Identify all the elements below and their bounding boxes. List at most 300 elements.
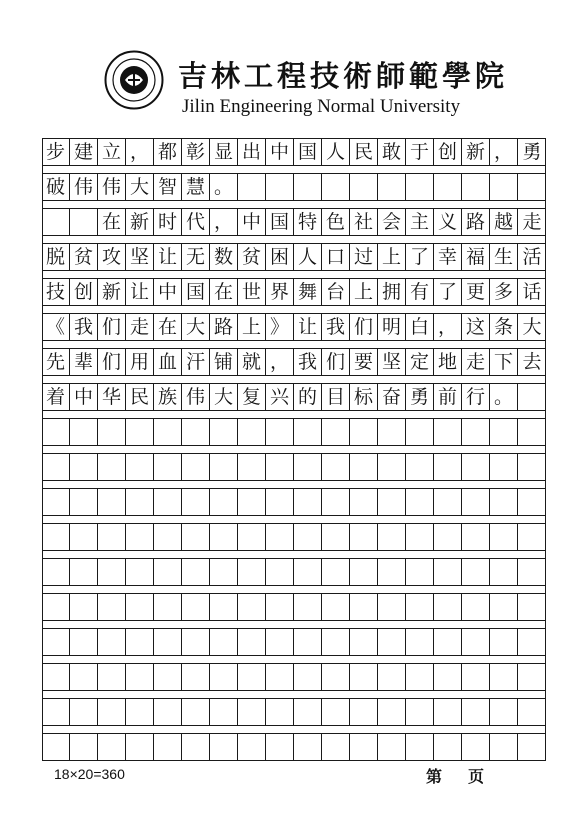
grid-cell bbox=[434, 699, 462, 725]
grid-row bbox=[42, 733, 546, 761]
grid-cell: 中 bbox=[238, 209, 266, 235]
grid-cell bbox=[210, 489, 238, 515]
grid-cell bbox=[238, 454, 266, 480]
grid-cell: 中 bbox=[70, 384, 98, 410]
grid-cell bbox=[462, 524, 490, 550]
grid-cell bbox=[210, 419, 238, 445]
grid-cell: 标 bbox=[350, 384, 378, 410]
grid-cell bbox=[126, 489, 154, 515]
grid-cell: 中 bbox=[154, 279, 182, 305]
grid-cell: 行 bbox=[462, 384, 490, 410]
grid-cell bbox=[182, 559, 210, 585]
grid-cell bbox=[126, 699, 154, 725]
grid-cell: 贫 bbox=[70, 244, 98, 270]
grid-row bbox=[42, 348, 546, 376]
grid-cell bbox=[378, 524, 406, 550]
grid-cell: 勇 bbox=[522, 140, 542, 163]
grid-cell: 去 bbox=[522, 350, 542, 373]
grid-cell bbox=[182, 664, 210, 690]
grid-cell: 华 bbox=[98, 384, 126, 410]
grid-cell bbox=[294, 594, 322, 620]
grid-cell: 《 bbox=[42, 314, 70, 340]
grid-cell bbox=[406, 734, 434, 760]
grid-cell bbox=[42, 419, 70, 445]
grid-cell: ， bbox=[210, 209, 238, 235]
grid-cell bbox=[210, 524, 238, 550]
grid-cell: 人 bbox=[322, 139, 350, 165]
grid-cell: 福 bbox=[462, 244, 490, 270]
grid-cell: 慧 bbox=[182, 174, 210, 200]
grid-cell bbox=[434, 524, 462, 550]
grid-cell bbox=[518, 419, 546, 445]
grid-cell bbox=[210, 559, 238, 585]
grid-cell bbox=[406, 489, 434, 515]
grid-row bbox=[42, 663, 546, 691]
grid-cell: 坚 bbox=[126, 244, 154, 270]
grid-cell: 们 bbox=[98, 314, 126, 340]
grid-cell: 兴 bbox=[266, 384, 294, 410]
grid-cell: 让 bbox=[154, 244, 182, 270]
grid-cell bbox=[98, 664, 126, 690]
grid-cell: 勇 bbox=[406, 384, 434, 410]
grid-row bbox=[42, 418, 546, 446]
grid-cell: 在 bbox=[210, 279, 238, 305]
grid-cell: 越 bbox=[490, 209, 518, 235]
grid-cell: 时 bbox=[154, 209, 182, 235]
grid-cell bbox=[490, 559, 518, 585]
grid-cell bbox=[294, 664, 322, 690]
grid-cell bbox=[490, 594, 518, 620]
grid-cell bbox=[462, 699, 490, 725]
grid-cell bbox=[518, 559, 546, 585]
grid-cell: 地 bbox=[434, 349, 462, 375]
grid-cell bbox=[322, 664, 350, 690]
grid-cell bbox=[70, 734, 98, 760]
grid-cell bbox=[434, 559, 462, 585]
grid-cell bbox=[42, 524, 70, 550]
grid-cell bbox=[406, 629, 434, 655]
grid-cell: 大 bbox=[522, 315, 542, 338]
grid-cell bbox=[378, 174, 406, 200]
grid-cell bbox=[518, 454, 546, 480]
grid-cell bbox=[154, 559, 182, 585]
grid-cell: 们 bbox=[322, 349, 350, 375]
grid-cell bbox=[490, 489, 518, 515]
page-label-right: 页 bbox=[468, 767, 485, 786]
writing-grid bbox=[42, 138, 546, 761]
grid-cell bbox=[98, 419, 126, 445]
grid-cell bbox=[126, 594, 154, 620]
grid-cell bbox=[406, 174, 434, 200]
grid-cell bbox=[294, 629, 322, 655]
grid-cell: 血 bbox=[154, 349, 182, 375]
grid-cell: 我 bbox=[294, 349, 322, 375]
grid-row bbox=[42, 558, 546, 586]
grid-cell: ， bbox=[126, 139, 154, 165]
grid-cell bbox=[98, 699, 126, 725]
grid-cell bbox=[182, 524, 210, 550]
grid-cell bbox=[210, 664, 238, 690]
school-name-en: Jilin Engineering Normal University bbox=[182, 96, 461, 117]
grid-cell bbox=[154, 454, 182, 480]
grid-cell: 脱 bbox=[42, 244, 70, 270]
university-seal-icon bbox=[104, 50, 164, 110]
grid-cell bbox=[350, 489, 378, 515]
grid-cell bbox=[210, 454, 238, 480]
grid-cell bbox=[266, 559, 294, 585]
grid-cell bbox=[70, 524, 98, 550]
grid-row bbox=[42, 453, 546, 481]
grid-cell: 们 bbox=[350, 314, 378, 340]
grid-cell: 技 bbox=[42, 279, 70, 305]
grid-cell: 拥 bbox=[378, 279, 406, 305]
grid-cell: 人 bbox=[294, 244, 322, 270]
grid-cell: 台 bbox=[322, 279, 350, 305]
grid-cell bbox=[98, 594, 126, 620]
grid-cell bbox=[126, 664, 154, 690]
grid-cell: 创 bbox=[70, 279, 98, 305]
grid-cell bbox=[294, 559, 322, 585]
grid-cell: 》 bbox=[266, 314, 294, 340]
grid-cell: 出 bbox=[238, 139, 266, 165]
grid-cell: 代 bbox=[182, 209, 210, 235]
grid-cell: 无 bbox=[182, 244, 210, 270]
grid-cell bbox=[462, 454, 490, 480]
grid-cell: 国 bbox=[182, 279, 210, 305]
grid-cell: 上 bbox=[350, 279, 378, 305]
grid-cell bbox=[238, 419, 266, 445]
grid-cell bbox=[42, 559, 70, 585]
grid-cell bbox=[294, 524, 322, 550]
grid-cell: 大 bbox=[210, 384, 238, 410]
grid-cell bbox=[378, 629, 406, 655]
grid-cell bbox=[322, 629, 350, 655]
grid-cell: 条 bbox=[490, 314, 518, 340]
grid-cell: 伟 bbox=[98, 174, 126, 200]
grid-cell bbox=[462, 734, 490, 760]
grid-cell: 有 bbox=[406, 279, 434, 305]
grid-cell: 要 bbox=[350, 349, 378, 375]
grid-cell bbox=[42, 489, 70, 515]
grid-cell: 上 bbox=[378, 244, 406, 270]
grid-cell bbox=[210, 699, 238, 725]
grid-cell bbox=[350, 419, 378, 445]
grid-cell: ， bbox=[266, 349, 294, 375]
grid-cell bbox=[154, 699, 182, 725]
grid-cell bbox=[434, 174, 462, 200]
grid-cell: 让 bbox=[294, 314, 322, 340]
grid-cell: 彰 bbox=[182, 139, 210, 165]
grid-cell: 在 bbox=[154, 314, 182, 340]
grid-cell: 在 bbox=[98, 209, 126, 235]
grid-cell: 国 bbox=[294, 139, 322, 165]
grid-cell: 走 bbox=[462, 349, 490, 375]
grid-cell bbox=[42, 699, 70, 725]
grid-cell bbox=[42, 734, 70, 760]
grid-cell bbox=[518, 699, 546, 725]
grid-cell bbox=[490, 699, 518, 725]
grid-cell bbox=[518, 594, 546, 620]
grid-cell bbox=[378, 454, 406, 480]
grid-cell bbox=[322, 174, 350, 200]
grid-cell: 多 bbox=[490, 279, 518, 305]
grid-cell: 创 bbox=[434, 139, 462, 165]
grid-cell: 更 bbox=[462, 279, 490, 305]
grid-cell bbox=[182, 734, 210, 760]
grid-cell bbox=[518, 174, 546, 200]
grid-cell: 特 bbox=[294, 209, 322, 235]
grid-cell: 中 bbox=[266, 139, 294, 165]
grid-cell: 路 bbox=[210, 314, 238, 340]
grid-row bbox=[42, 173, 546, 201]
grid-cell: 活 bbox=[522, 245, 542, 268]
grid-cell: 敢 bbox=[378, 139, 406, 165]
grid-cell: ， bbox=[490, 139, 518, 165]
grid-cell bbox=[462, 174, 490, 200]
grid-cell: 新 bbox=[98, 279, 126, 305]
grid-cell: 舞 bbox=[294, 279, 322, 305]
grid-cell: 话 bbox=[522, 280, 542, 303]
grid-cell bbox=[126, 419, 154, 445]
grid-cell bbox=[350, 664, 378, 690]
grid-cell: 新 bbox=[462, 139, 490, 165]
grid-cell bbox=[126, 734, 154, 760]
grid-cell: 。 bbox=[210, 174, 238, 200]
grid-cell: 大 bbox=[126, 174, 154, 200]
grid-row bbox=[42, 488, 546, 516]
grid-cell bbox=[126, 454, 154, 480]
grid-cell: 口 bbox=[322, 244, 350, 270]
grid-cell bbox=[350, 734, 378, 760]
grid-cell bbox=[378, 699, 406, 725]
grid-cell bbox=[490, 454, 518, 480]
grid-cell: 伟 bbox=[70, 174, 98, 200]
school-name-cn: 吉林工程技術師範學院 bbox=[178, 59, 509, 93]
grid-cell: 白 bbox=[406, 314, 434, 340]
grid-cell bbox=[238, 559, 266, 585]
grid-cell bbox=[518, 384, 546, 410]
grid-cell bbox=[322, 489, 350, 515]
grid-cell bbox=[406, 664, 434, 690]
grid-cell bbox=[490, 524, 518, 550]
grid-cell bbox=[266, 629, 294, 655]
grid-cell: 攻 bbox=[98, 244, 126, 270]
grid-cell: 幸 bbox=[434, 244, 462, 270]
grid-cell: 们 bbox=[98, 349, 126, 375]
grid-cell bbox=[322, 419, 350, 445]
grid-cell: 明 bbox=[378, 314, 406, 340]
grid-cell bbox=[42, 629, 70, 655]
grid-cell: 汗 bbox=[182, 349, 210, 375]
grid-cell bbox=[126, 559, 154, 585]
grid-cell bbox=[154, 629, 182, 655]
grid-cell: 着 bbox=[42, 384, 70, 410]
grid-cell: 了 bbox=[406, 244, 434, 270]
grid-count-label: 18×20=360 bbox=[54, 766, 125, 782]
grid-cell bbox=[294, 699, 322, 725]
grid-row bbox=[42, 278, 546, 306]
grid-cell bbox=[322, 524, 350, 550]
grid-cell bbox=[154, 419, 182, 445]
grid-cell: 大 bbox=[182, 314, 210, 340]
grid-cell: 民 bbox=[126, 384, 154, 410]
grid-cell bbox=[322, 699, 350, 725]
grid-cell bbox=[406, 594, 434, 620]
grid-cell bbox=[406, 419, 434, 445]
grid-cell: 了 bbox=[434, 279, 462, 305]
grid-cell bbox=[462, 559, 490, 585]
grid-cell bbox=[182, 629, 210, 655]
grid-row bbox=[42, 138, 546, 166]
grid-cell bbox=[406, 699, 434, 725]
grid-cell bbox=[294, 489, 322, 515]
grid-cell bbox=[98, 734, 126, 760]
grid-cell: 路 bbox=[462, 209, 490, 235]
grid-row bbox=[42, 243, 546, 271]
grid-cell: 于 bbox=[406, 139, 434, 165]
grid-cell bbox=[322, 454, 350, 480]
grid-cell: 铺 bbox=[210, 349, 238, 375]
grid-cell bbox=[490, 419, 518, 445]
grid-cell: 民 bbox=[350, 139, 378, 165]
grid-cell: 定 bbox=[406, 349, 434, 375]
grid-cell bbox=[378, 559, 406, 585]
grid-cell: 会 bbox=[378, 209, 406, 235]
grid-cell bbox=[518, 734, 546, 760]
grid-cell: 用 bbox=[126, 349, 154, 375]
grid-cell bbox=[406, 559, 434, 585]
grid-cell bbox=[238, 664, 266, 690]
grid-cell: 的 bbox=[294, 384, 322, 410]
grid-cell bbox=[70, 664, 98, 690]
grid-cell bbox=[70, 594, 98, 620]
grid-cell bbox=[490, 629, 518, 655]
grid-cell bbox=[126, 524, 154, 550]
grid-cell bbox=[154, 489, 182, 515]
grid-cell bbox=[434, 454, 462, 480]
grid-cell bbox=[210, 629, 238, 655]
grid-cell bbox=[462, 629, 490, 655]
grid-cell bbox=[182, 594, 210, 620]
grid-row bbox=[42, 313, 546, 341]
grid-cell bbox=[322, 734, 350, 760]
grid-cell bbox=[350, 559, 378, 585]
grid-cell: 上 bbox=[238, 314, 266, 340]
grid-cell: 目 bbox=[322, 384, 350, 410]
grid-cell bbox=[294, 454, 322, 480]
grid-cell: 这 bbox=[462, 314, 490, 340]
grid-cell bbox=[70, 699, 98, 725]
grid-cell: 下 bbox=[490, 349, 518, 375]
page-number-label bbox=[426, 764, 484, 787]
grid-cell bbox=[350, 524, 378, 550]
grid-cell: 就 bbox=[238, 349, 266, 375]
grid-cell bbox=[434, 419, 462, 445]
grid-cell bbox=[434, 629, 462, 655]
grid-cell bbox=[238, 174, 266, 200]
grid-cell bbox=[238, 524, 266, 550]
grid-cell bbox=[434, 594, 462, 620]
grid-cell bbox=[182, 454, 210, 480]
grid-row bbox=[42, 593, 546, 621]
grid-cell bbox=[98, 454, 126, 480]
page-label-left: 第 bbox=[426, 767, 443, 786]
grid-cell bbox=[42, 594, 70, 620]
grid-cell bbox=[70, 454, 98, 480]
grid-cell bbox=[378, 419, 406, 445]
grid-cell bbox=[70, 559, 98, 585]
grid-cell bbox=[350, 454, 378, 480]
grid-cell bbox=[154, 594, 182, 620]
grid-cell: 显 bbox=[210, 139, 238, 165]
grid-row bbox=[42, 208, 546, 236]
grid-cell bbox=[266, 664, 294, 690]
grid-cell bbox=[98, 559, 126, 585]
grid-cell bbox=[266, 699, 294, 725]
grid-row bbox=[42, 523, 546, 551]
grid-cell bbox=[182, 489, 210, 515]
grid-cell bbox=[238, 734, 266, 760]
grid-cell: 智 bbox=[154, 174, 182, 200]
grid-cell bbox=[322, 559, 350, 585]
grid-cell bbox=[98, 524, 126, 550]
grid-cell bbox=[266, 734, 294, 760]
grid-cell: 主 bbox=[406, 209, 434, 235]
grid-cell bbox=[238, 594, 266, 620]
grid-cell bbox=[350, 699, 378, 725]
grid-cell bbox=[182, 699, 210, 725]
grid-cell bbox=[462, 594, 490, 620]
grid-cell bbox=[266, 174, 294, 200]
grid-cell bbox=[294, 734, 322, 760]
grid-cell bbox=[154, 524, 182, 550]
grid-cell bbox=[154, 664, 182, 690]
grid-cell bbox=[98, 489, 126, 515]
grid-cell bbox=[266, 524, 294, 550]
grid-cell bbox=[98, 629, 126, 655]
grid-cell: 奋 bbox=[378, 384, 406, 410]
grid-row bbox=[42, 383, 546, 411]
grid-cell bbox=[490, 174, 518, 200]
grid-cell bbox=[490, 664, 518, 690]
grid-cell: 立 bbox=[98, 139, 126, 165]
grid-cell: 数 bbox=[210, 244, 238, 270]
grid-cell: 族 bbox=[154, 384, 182, 410]
grid-cell: 色 bbox=[322, 209, 350, 235]
grid-cell bbox=[42, 454, 70, 480]
grid-cell: 前 bbox=[434, 384, 462, 410]
grid-cell bbox=[322, 594, 350, 620]
grid-cell bbox=[126, 629, 154, 655]
grid-cell bbox=[462, 489, 490, 515]
grid-cell: 社 bbox=[350, 209, 378, 235]
grid-cell: 。 bbox=[490, 384, 518, 410]
grid-cell bbox=[462, 664, 490, 690]
grid-cell bbox=[350, 629, 378, 655]
grid-cell bbox=[266, 419, 294, 445]
grid-cell: 走 bbox=[126, 314, 154, 340]
grid-cell bbox=[406, 454, 434, 480]
grid-row bbox=[42, 628, 546, 656]
grid-cell: 国 bbox=[266, 209, 294, 235]
grid-cell bbox=[42, 209, 70, 235]
grid-cell bbox=[70, 489, 98, 515]
grid-cell bbox=[350, 174, 378, 200]
grid-cell: 伟 bbox=[182, 384, 210, 410]
grid-cell: 先 bbox=[42, 349, 70, 375]
grid-cell: 界 bbox=[266, 279, 294, 305]
page-header bbox=[0, 0, 588, 132]
